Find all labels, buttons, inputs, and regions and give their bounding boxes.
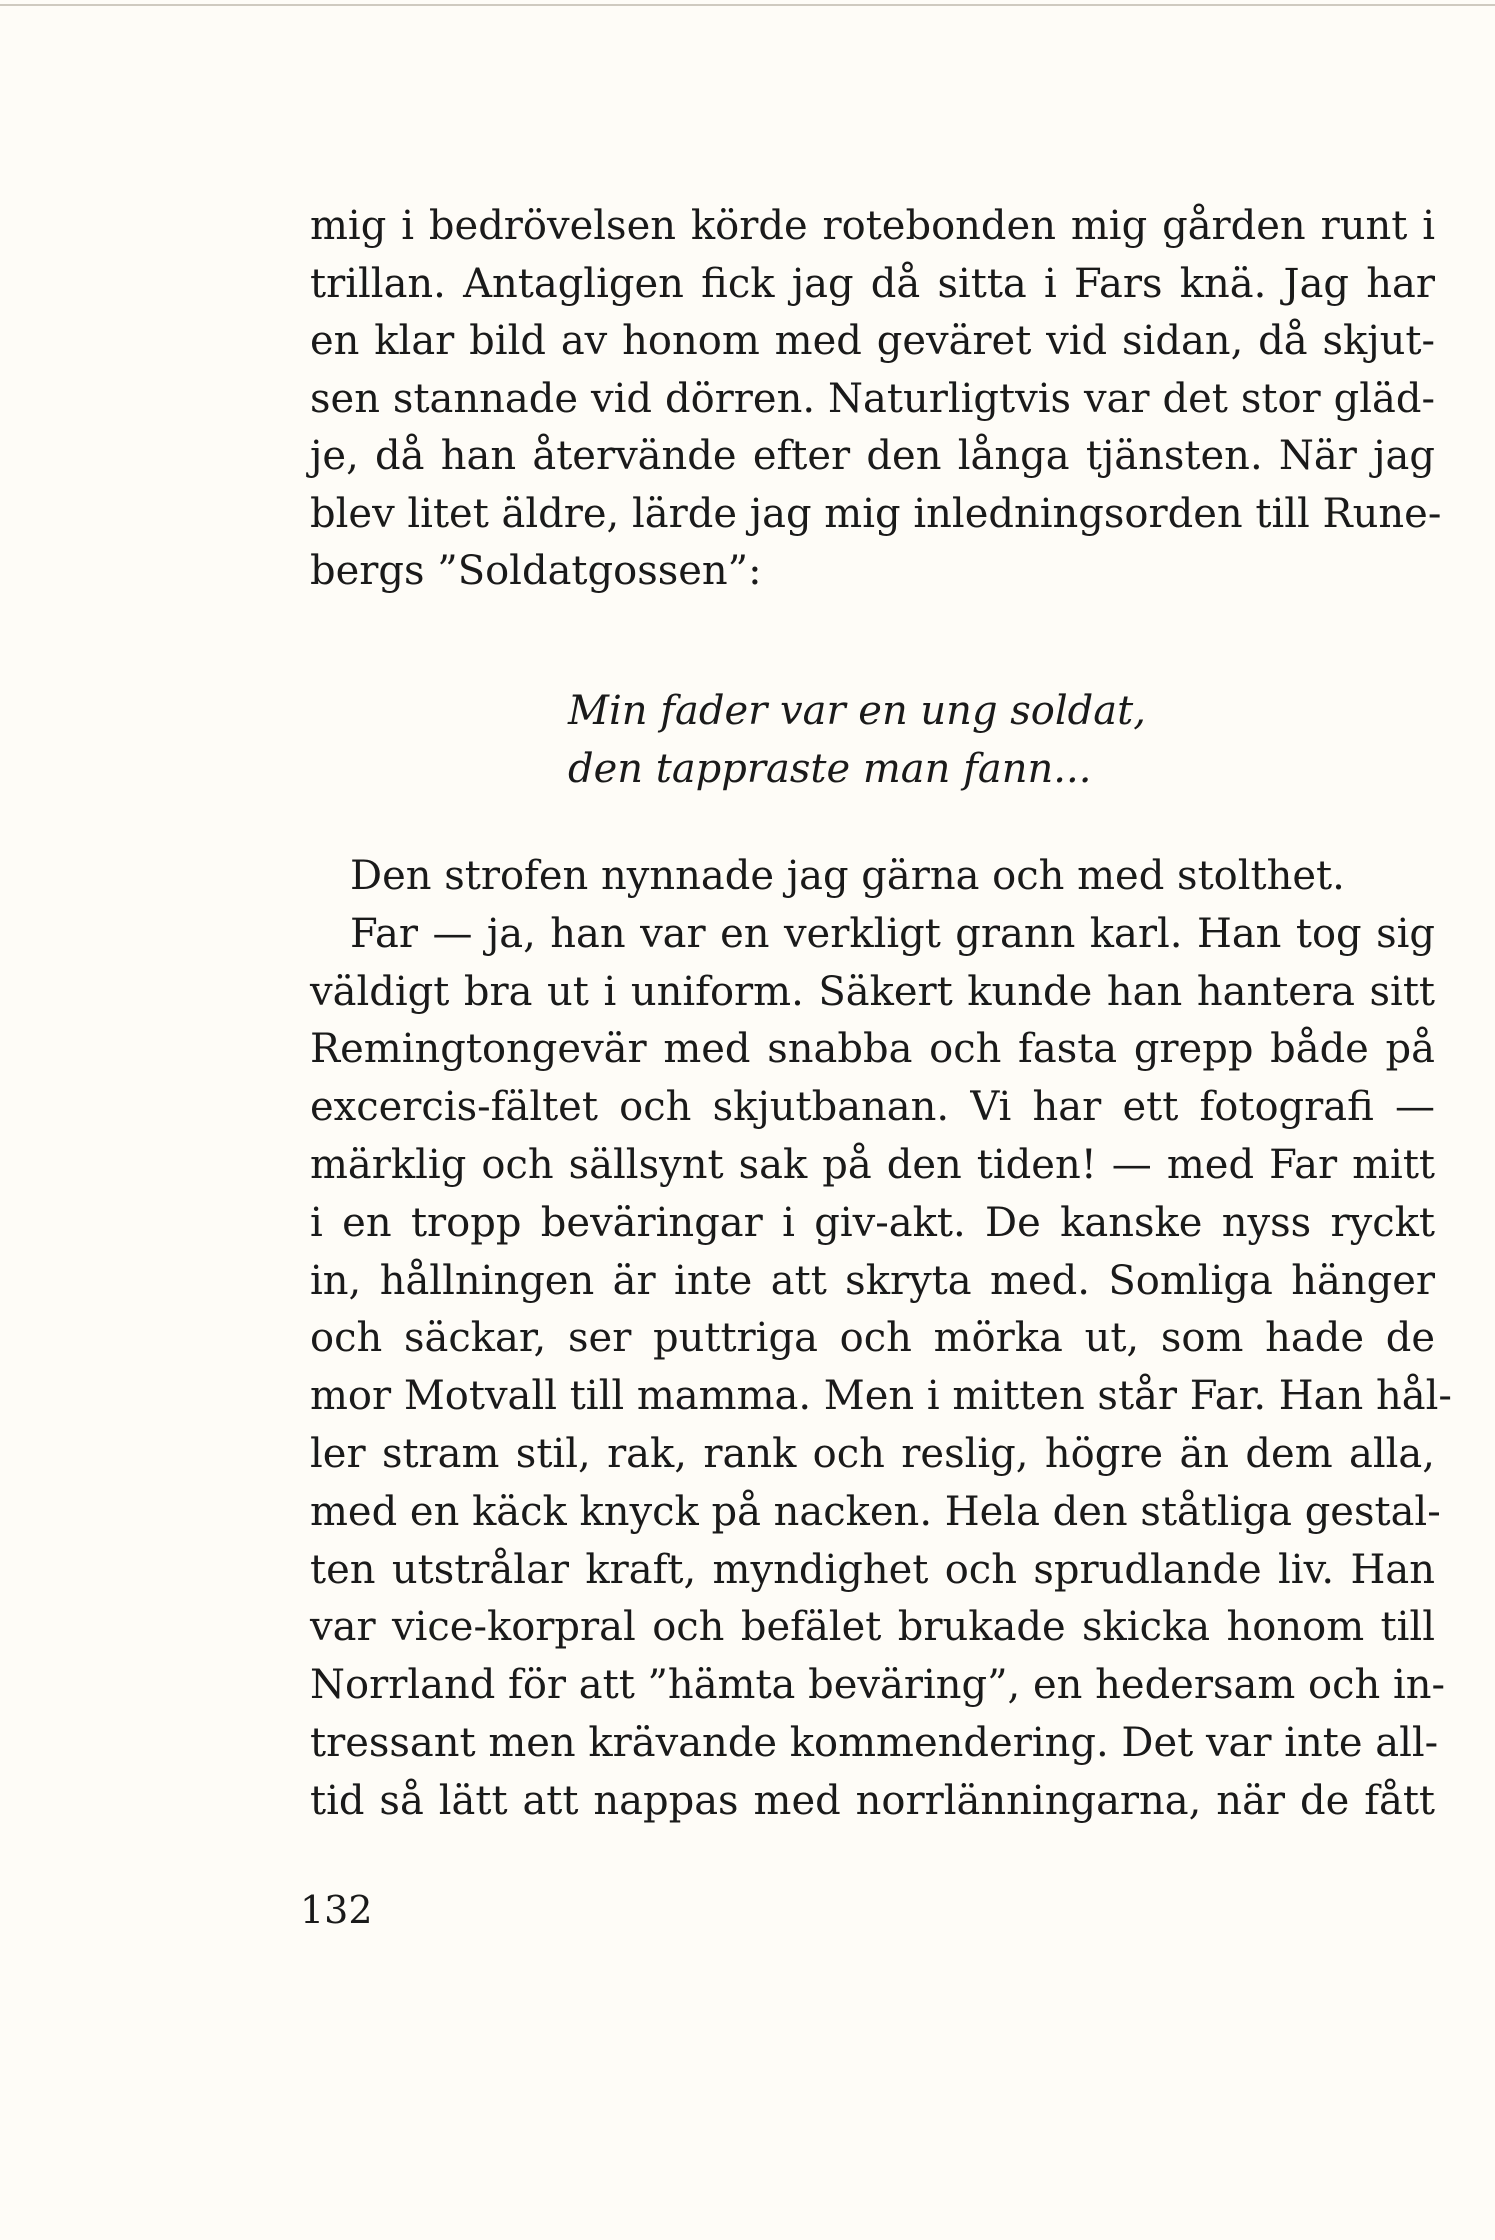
text-line: med en käck knyck på nacken. Hela den ståtliga gestal- xyxy=(310,1488,1441,1535)
text-line: en klar bild av honom med geväret vid sidan, då skjut- xyxy=(310,318,1435,364)
text-line: tressant men krävande kommendering. Det var inte all- xyxy=(310,1719,1439,1766)
page-top-edge xyxy=(0,4,1495,6)
text-line: sen stannade vid dörren. Naturligtvis var det stor gläd- xyxy=(310,375,1435,422)
verse-quote xyxy=(568,682,1146,798)
page-number: 132 xyxy=(300,1888,373,1932)
text-line: Norrland för att ”hämta beväring”, en hedersam och in- xyxy=(310,1662,1446,1709)
text-line: var vice-korpral och befälet brukade skicka honom till xyxy=(310,1604,1435,1651)
text-line: tid så lätt att nappas med norrlänningarna, när de fått xyxy=(310,1777,1435,1824)
text-line: ler stram stil, rak, rank och reslig, högre än dem alla, xyxy=(310,1430,1435,1477)
text-line: väldigt bra ut i uniform. Säkert kunde han hantera sitt xyxy=(310,968,1435,1015)
text-line: i en tropp beväringar i giv-akt. De kanske nyss ryckt xyxy=(310,1199,1435,1246)
text-line: Far — ja, han var en verkligt grann karl. Han tog sig xyxy=(350,910,1435,957)
verse-line: Min fader var en ung soldat, xyxy=(568,688,1146,734)
text-line: blev litet äldre, lärde jag mig inledningsorden till Rune- xyxy=(310,490,1442,537)
text-line: märklig och sällsynt sak på den tiden! — med Far mitt xyxy=(310,1141,1435,1188)
text-line: Den strofen nynnade jag gärna och med stolthet. xyxy=(350,853,1345,899)
text-line: je, då han återvände efter den långa tjänsten. När jag xyxy=(310,433,1435,479)
text-line: trillan. Antagligen fick jag då sitta i Fars knä. Jag har xyxy=(310,260,1435,307)
text-line: excercis-fältet och skjutbanan. Vi har ett fotografi — xyxy=(310,1084,1435,1131)
verse-line: den tappraste man fann... xyxy=(568,746,1092,792)
paragraph-1 xyxy=(310,198,1442,601)
text-line: mig i bedrövelsen körde rotebonden mig gården runt i xyxy=(310,203,1435,249)
text-line: mor Motvall till mamma. Men i mitten står Far. Han hål- xyxy=(310,1373,1452,1420)
text-line: in, hållningen är inte att skryta med. Somliga hänger xyxy=(310,1257,1435,1304)
text-line: bergs ”Soldatgossen”: xyxy=(310,548,762,594)
text-line: ten utstrålar kraft, myndighet och sprudlande liv. Han xyxy=(310,1546,1435,1593)
text-line: och säckar, ser puttriga och mörka ut, som hade de xyxy=(310,1315,1435,1362)
paragraph-2 xyxy=(310,848,1452,1831)
text-line: Remingtongevär med snabba och fasta grepp både på xyxy=(310,1026,1435,1073)
